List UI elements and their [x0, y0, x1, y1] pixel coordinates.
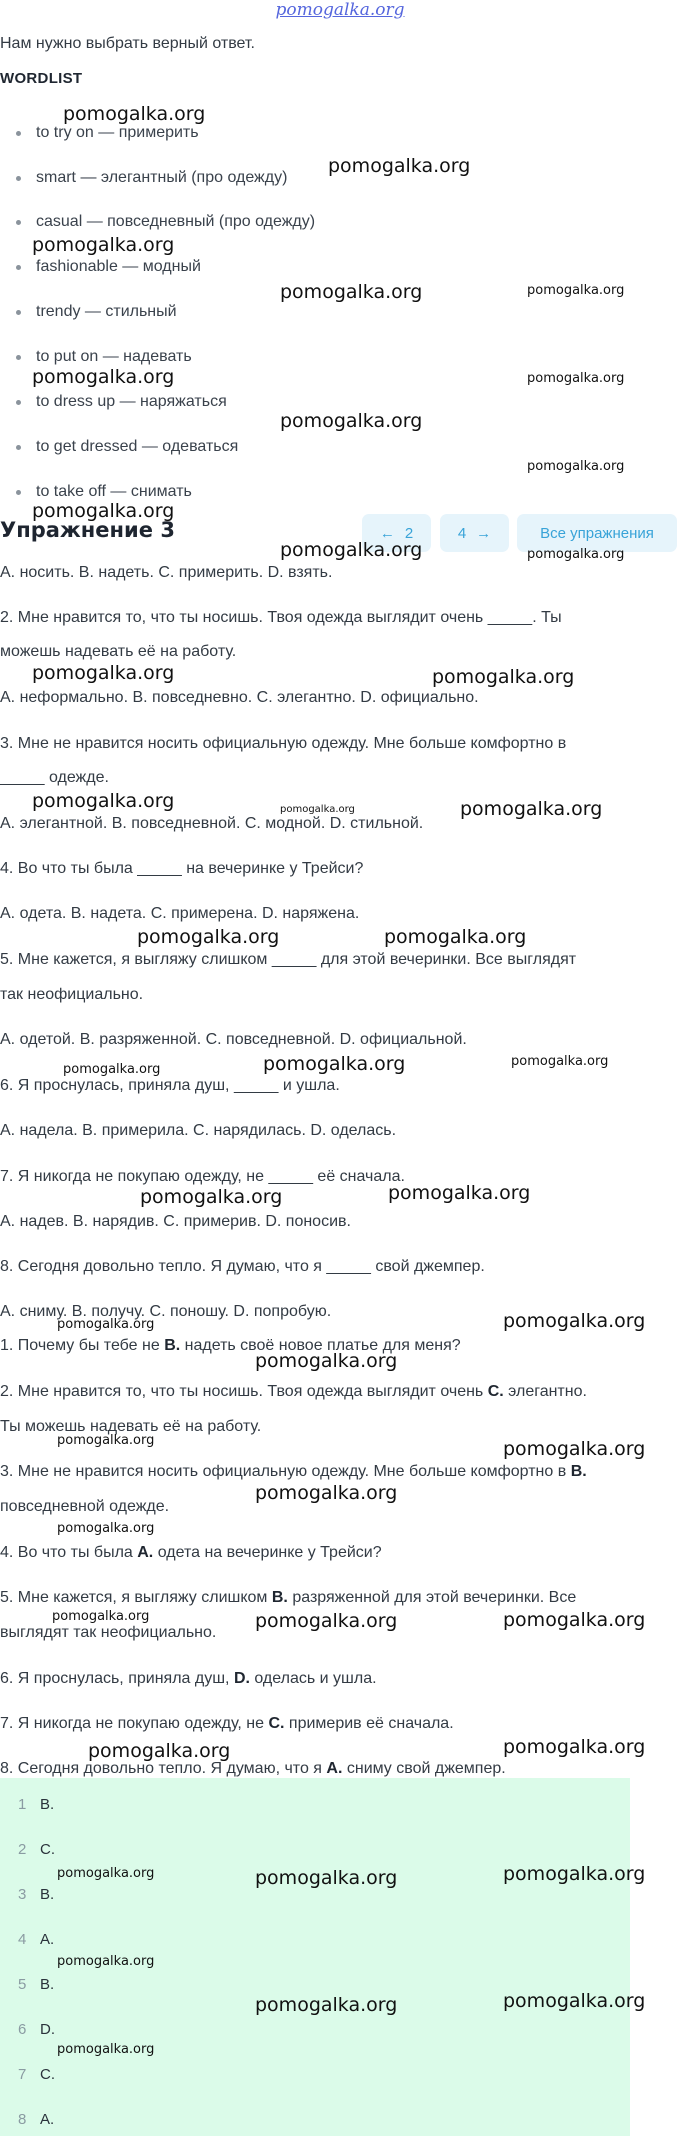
answer-key-number: 8 — [18, 2111, 27, 2128]
wordlist-item: to take off — снимать — [16, 481, 192, 503]
watermark: pomogalka.org — [503, 1310, 646, 1332]
watermark: pomogalka.org — [280, 281, 423, 303]
watermark: pomogalka.org — [527, 371, 625, 386]
answer-sentence: 8. Сегодня довольно тепло. Я думаю, что я A. сниму свой джемпер. — [0, 1760, 506, 1777]
watermark: pomogalka.org — [263, 1053, 406, 1075]
next-exercise-button[interactable] — [440, 514, 509, 552]
wordlist-item: smart — элегантный (про одежду) — [16, 167, 287, 189]
answer-sentence: 1. Почему бы тебе не B. надеть своё новое платье для меня? — [0, 1337, 461, 1354]
question-options: A. одета. B. надета. C. примерена. D. наряжена. — [0, 905, 360, 922]
wordlist-item: casual — повседневный (про одежду) — [16, 211, 315, 233]
answer-key-letter: A. — [40, 1931, 55, 1948]
watermark: pomogalka.org — [57, 1433, 155, 1448]
watermark: pomogalka.org — [57, 2042, 155, 2057]
answer-sentence: 3. Мне не нравится носить официальную одежду. Мне больше комфортно в B. — [0, 1463, 587, 1480]
watermark: pomogalka.org — [511, 1054, 609, 1069]
wordlist-item: to get dressed — одеваться — [16, 436, 238, 458]
answer-key-number: 5 — [18, 1976, 27, 1993]
watermark: pomogalka.org — [503, 1609, 646, 1631]
exercise-title: Упражнение 3 — [0, 518, 175, 542]
watermark: pomogalka.org — [32, 234, 175, 256]
watermark: pomogalka.org — [57, 1521, 155, 1536]
answer-key-letter: B. — [40, 1886, 55, 1903]
watermark: pomogalka.org — [140, 1186, 283, 1208]
answer-sentence-cont: Ты можешь надевать её на работу. — [0, 1418, 262, 1435]
watermark: pomogalka.org — [255, 1482, 398, 1504]
answer-key-row — [18, 2065, 55, 2085]
watermark: pomogalka.org — [388, 1182, 531, 1204]
watermark: pomogalka.org — [32, 500, 175, 522]
watermark: pomogalka.org — [280, 804, 355, 815]
answer-sentence: 5. Мне кажется, я выгляжу слишком B. разряженной для этой вечеринки. Все — [0, 1589, 577, 1606]
answer-key-letter: D. — [40, 2021, 55, 2038]
wordlist-item: to put on — надевать — [16, 346, 192, 368]
wordlist-item: to dress up — наряжаться — [16, 391, 227, 413]
site-link[interactable]: pomogalka.org — [275, 0, 405, 20]
watermark: pomogalka.org — [328, 155, 471, 177]
question-options: A. надев. B. нарядив. C. примерив. D. поносив. — [0, 1213, 351, 1230]
watermark: pomogalka.org — [32, 366, 175, 388]
answer-key-number: 6 — [18, 2021, 27, 2038]
watermark: pomogalka.org — [527, 283, 625, 298]
question-options: A. одетой. B. разряженной. C. повседневной. D. официальной. — [0, 1031, 467, 1048]
answer-sentence: 6. Я проснулась, приняла душ, D. оделась и ушла. — [0, 1670, 377, 1687]
answer-key-number: 3 — [18, 1886, 27, 1903]
answer-key-letter: B. — [40, 1796, 55, 1813]
answer-key-row — [18, 1930, 54, 1950]
arrow-left-icon: ← — [379, 524, 395, 542]
watermark: pomogalka.org — [88, 1740, 231, 1762]
answer-sentence: 4. Во что ты была A. одета на вечеринке у Трейси? — [0, 1544, 382, 1561]
question-options: A. сниму. B. получу. C. поношу. D. попробую. — [0, 1303, 332, 1320]
watermark: pomogalka.org — [503, 1736, 646, 1758]
watermark: pomogalka.org — [52, 1609, 150, 1624]
question-options: A. элегантной. B. повседневной. C. модной. D. стильной. — [0, 815, 424, 832]
watermark: pomogalka.org — [527, 459, 625, 474]
all-exercises-label: Все упражнения — [540, 524, 654, 542]
answer-sentence-cont: выглядят так неофициально. — [0, 1624, 217, 1641]
watermark: pomogalka.org — [255, 1350, 398, 1372]
watermark: pomogalka.org — [255, 1867, 398, 1889]
answer-sentence-cont: повседневной одежде. — [0, 1498, 170, 1515]
question-text: 7. Я никогда не покупаю одежду, не _____ её сначала. — [0, 1168, 405, 1185]
answer-key-row — [18, 1840, 55, 1860]
answer-key-number: 1 — [18, 1796, 27, 1813]
answer-key-number: 7 — [18, 2066, 27, 2083]
answer-key-row — [18, 2020, 55, 2040]
answer-key-letter: A. — [40, 2111, 55, 2128]
answer-key-number: 2 — [18, 1841, 27, 1858]
question-text: 2. Мне нравится то, что ты носишь. Твоя одежда выглядит очень _____. Ты — [0, 609, 562, 626]
watermark: pomogalka.org — [137, 926, 280, 948]
watermark: pomogalka.org — [503, 1990, 646, 2012]
question-options: A. носить. B. надеть. C. примерить. D. взять. — [0, 564, 333, 581]
question-text: можешь надевать её на работу. — [0, 643, 237, 660]
answer-key-letter: C. — [40, 1841, 55, 1858]
wordlist-item: trendy — стильный — [16, 301, 177, 323]
question-text: _____ одежде. — [0, 769, 109, 786]
watermark: pomogalka.org — [255, 1610, 398, 1632]
wordlist-heading: WORDLIST — [0, 70, 83, 87]
prev-exercise-number: 2 — [404, 524, 414, 542]
wordlist-item: to try on — примерить — [16, 122, 199, 144]
watermark: pomogalka.org — [57, 1866, 155, 1881]
watermark: pomogalka.org — [63, 1062, 161, 1077]
answer-key-row — [18, 2110, 54, 2130]
answer-sentence: 2. Мне нравится то, что ты носишь. Твоя одежда выглядит очень C. элегантно. — [0, 1383, 587, 1400]
wordlist-item: fashionable — модный — [16, 256, 201, 278]
watermark: pomogalka.org — [57, 1954, 155, 1969]
watermark: pomogalka.org — [280, 410, 423, 432]
arrow-right-icon: → — [476, 524, 492, 542]
answer-key-letter: B. — [40, 1976, 55, 1993]
answer-key-row — [18, 1795, 54, 1815]
question-text: 4. Во что ты была _____ на вечеринке у Трейси? — [0, 860, 364, 877]
watermark: pomogalka.org — [460, 798, 603, 820]
watermark: pomogalka.org — [280, 539, 423, 561]
question-text: 8. Сегодня довольно тепло. Я думаю, что я _____ свой джемпер. — [0, 1258, 485, 1275]
watermark: pomogalka.org — [384, 926, 527, 948]
watermark: pomogalka.org — [32, 662, 175, 684]
watermark: pomogalka.org — [527, 547, 625, 562]
answer-key-number: 4 — [18, 1931, 27, 1948]
next-exercise-number: 4 — [457, 524, 467, 542]
question-options: A. надела. B. примерила. C. нарядилась. D. оделась. — [0, 1122, 397, 1139]
question-text: так неофициально. — [0, 986, 144, 1003]
watermark: pomogalka.org — [503, 1863, 646, 1885]
answer-key-row — [18, 1975, 54, 1995]
watermark: pomogalka.org — [432, 666, 575, 688]
question-text: 6. Я проснулась, приняла душ, _____ и ушла. — [0, 1077, 340, 1094]
watermark: pomogalka.org — [503, 1438, 646, 1460]
question-text: 5. Мне кажется, я выгляжу слишком _____ для этой вечеринки. Все выглядят — [0, 951, 577, 968]
question-text: 3. Мне не нравится носить официальную одежду. Мне больше комфортно в — [0, 735, 567, 752]
watermark: pomogalka.org — [57, 1317, 155, 1332]
watermark: pomogalka.org — [255, 1994, 398, 2016]
question-options: A. неформально. B. повседневно. C. элегантно. D. официально. — [0, 689, 479, 706]
intro-text: Нам нужно выбрать верный ответ. — [0, 35, 255, 52]
answer-sentence: 7. Я никогда не покупаю одежду, не C. примерив её сначала. — [0, 1715, 454, 1732]
watermark: pomogalka.org — [63, 103, 206, 125]
watermark: pomogalka.org — [32, 790, 175, 812]
answer-key-letter: C. — [40, 2066, 55, 2083]
answer-key-row — [18, 1885, 54, 1905]
